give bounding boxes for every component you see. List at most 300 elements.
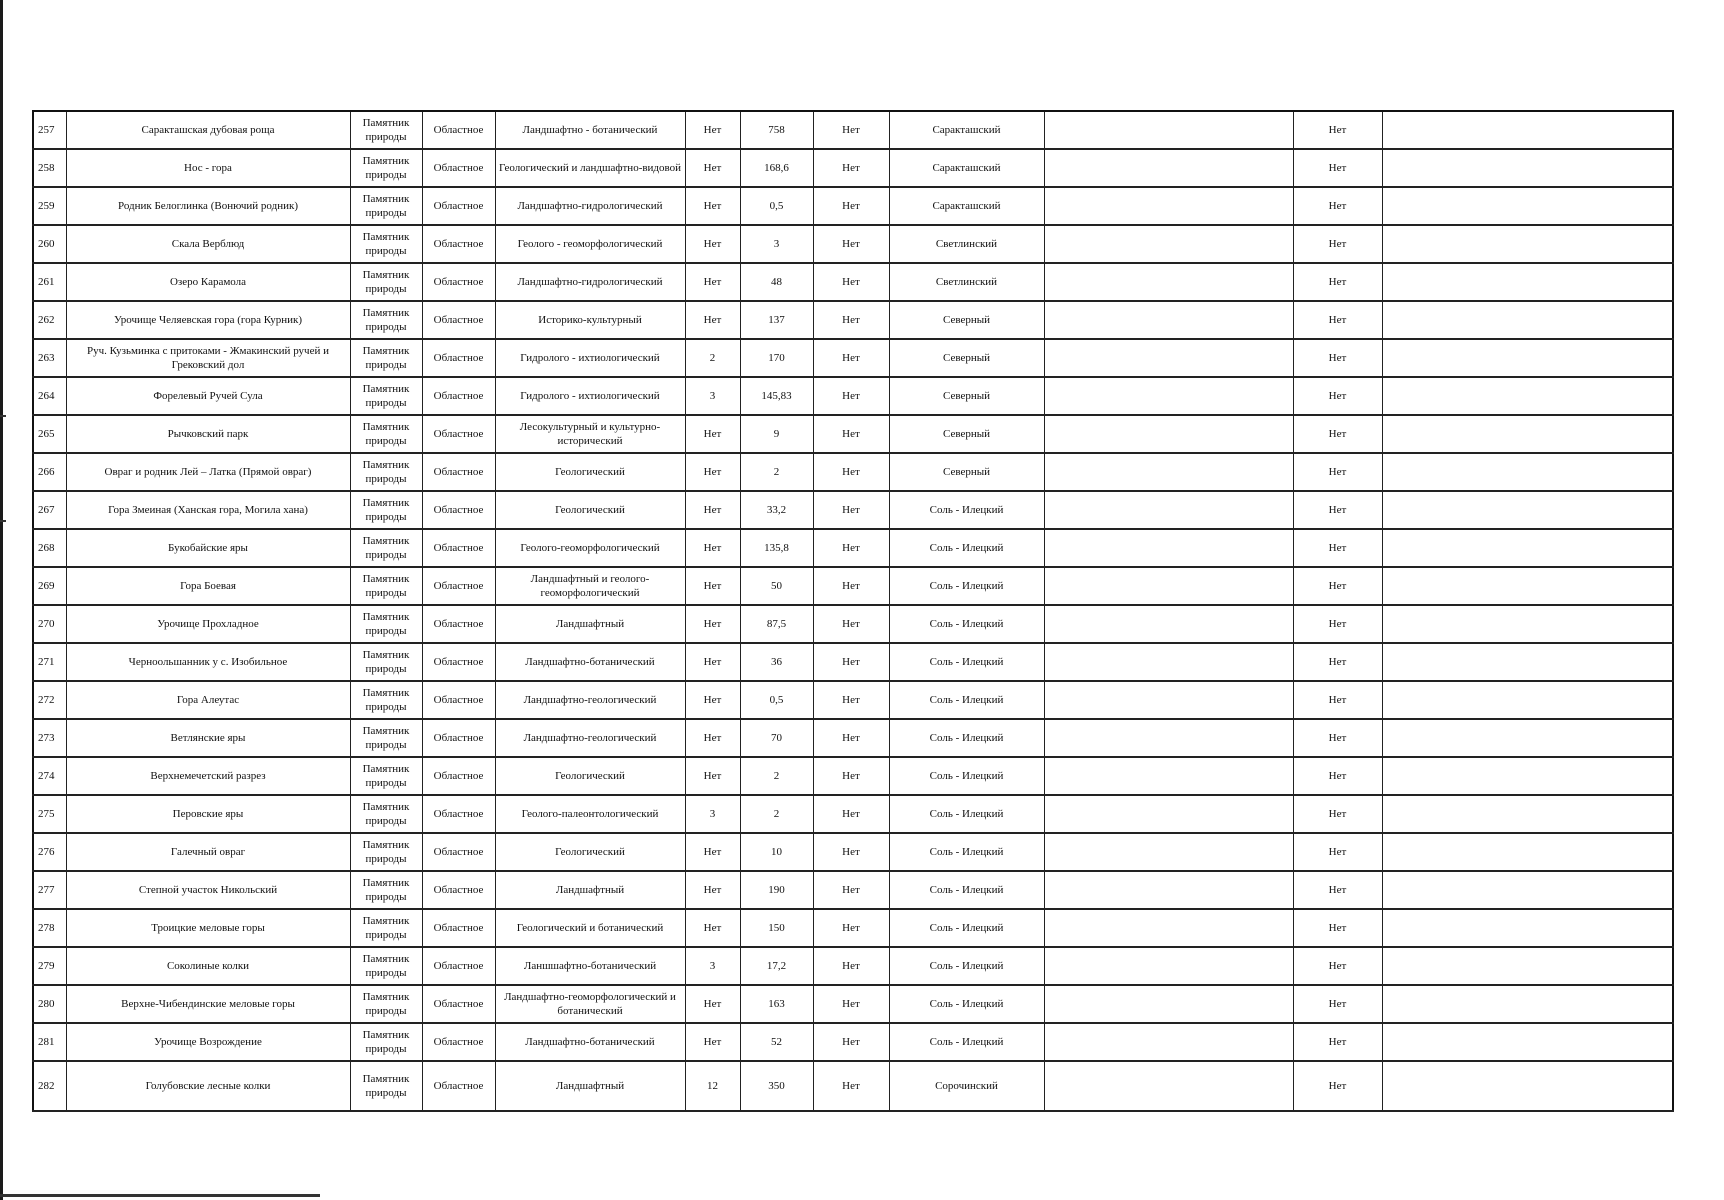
object-name: Букобайские яры [66,529,350,567]
table-row [33,377,1673,415]
empty-cell [1382,947,1673,985]
col-c-cell: Нет [1293,719,1382,757]
col-b-cell: Нет [813,681,889,719]
col-c-cell: Нет [1293,567,1382,605]
district-cell: Сорочинский [889,1061,1044,1111]
empty-cell [1382,871,1673,909]
col-a-cell: Нет [685,985,740,1023]
profile-cell: Геолого - геоморфологический [495,225,685,263]
empty-cell [1382,605,1673,643]
empty-cell [1382,491,1673,529]
table-row [33,491,1673,529]
col-b-cell: Нет [813,1061,889,1111]
col-c-cell: Нет [1293,377,1382,415]
table-row [33,453,1673,491]
col-a-cell: Нет [685,111,740,149]
table-row [33,301,1673,339]
object-name: Урочище Прохладное [66,605,350,643]
district-cell: Соль - Илецкий [889,567,1044,605]
area-cell: 758 [740,111,813,149]
area-cell: 2 [740,757,813,795]
profile-cell: Гидролого - ихтиологический [495,339,685,377]
category-cell: Памятник природы [350,149,422,187]
col-a-cell: Нет [685,681,740,719]
row-number: 266 [33,453,66,491]
area-cell: 137 [740,301,813,339]
col-a-cell: 3 [685,377,740,415]
col-b-cell: Нет [813,605,889,643]
district-cell: Северный [889,377,1044,415]
col-b-cell: Нет [813,567,889,605]
district-cell: Соль - Илецкий [889,491,1044,529]
row-number: 259 [33,187,66,225]
object-name: Овраг и родник Лей – Латка (Прямой овраг) [66,453,350,491]
profile-cell: Ландшафтно-геологический [495,681,685,719]
profile-cell: Гидролого - ихтиологический [495,377,685,415]
row-number: 260 [33,225,66,263]
category-cell: Памятник природы [350,1061,422,1111]
area-cell: 2 [740,795,813,833]
row-number: 274 [33,757,66,795]
col-c-cell: Нет [1293,1061,1382,1111]
table-row [33,339,1673,377]
level-cell: Областное [422,605,495,643]
district-cell: Соль - Илецкий [889,985,1044,1023]
area-cell: 3 [740,225,813,263]
row-number: 282 [33,1061,66,1111]
level-cell: Областное [422,377,495,415]
table-row [33,225,1673,263]
col-c-cell: Нет [1293,643,1382,681]
profile-cell: Геологический и ландшафтно-видовой [495,149,685,187]
profile-cell: Ландшафтно-геоморфологический и ботанический [495,985,685,1023]
col-b-cell: Нет [813,187,889,225]
col-b-cell: Нет [813,529,889,567]
empty-cell [1044,757,1293,795]
empty-cell [1044,187,1293,225]
col-c-cell: Нет [1293,111,1382,149]
table-row [33,111,1673,149]
object-name: Троицкие меловые горы [66,909,350,947]
col-a-cell: Нет [685,529,740,567]
col-a-cell: Нет [685,149,740,187]
area-cell: 135,8 [740,529,813,567]
district-cell: Соль - Илецкий [889,795,1044,833]
col-c-cell: Нет [1293,605,1382,643]
category-cell: Памятник природы [350,605,422,643]
profile-cell: Историко-культурный [495,301,685,339]
area-cell: 87,5 [740,605,813,643]
level-cell: Областное [422,871,495,909]
profile-cell: Лесокультурный и культурно-исторический [495,415,685,453]
table-row [33,719,1673,757]
profile-cell: Ландшафтный [495,605,685,643]
category-cell: Памятник природы [350,453,422,491]
district-cell: Светлинский [889,225,1044,263]
empty-cell [1044,643,1293,681]
category-cell: Памятник природы [350,339,422,377]
row-number: 263 [33,339,66,377]
col-a-cell: Нет [685,719,740,757]
row-number: 281 [33,1023,66,1061]
row-number: 271 [33,643,66,681]
col-a-cell: Нет [685,757,740,795]
col-c-cell: Нет [1293,757,1382,795]
object-name: Степной участок Никольский [66,871,350,909]
category-cell: Памятник природы [350,111,422,149]
scan-tick [0,520,6,522]
object-name: Родник Белоглинка (Вонючий родник) [66,187,350,225]
category-cell: Памятник природы [350,833,422,871]
col-b-cell: Нет [813,377,889,415]
empty-cell [1382,149,1673,187]
profile-cell: Ландшафтно-гидрологический [495,187,685,225]
row-number: 278 [33,909,66,947]
level-cell: Областное [422,187,495,225]
empty-cell [1382,111,1673,149]
area-cell: 350 [740,1061,813,1111]
object-name: Скала Верблюд [66,225,350,263]
level-cell: Областное [422,643,495,681]
area-cell: 190 [740,871,813,909]
col-b-cell: Нет [813,871,889,909]
table-row [33,415,1673,453]
col-a-cell: Нет [685,263,740,301]
col-c-cell: Нет [1293,529,1382,567]
empty-cell [1044,377,1293,415]
category-cell: Памятник природы [350,947,422,985]
row-number: 270 [33,605,66,643]
col-b-cell: Нет [813,415,889,453]
col-a-cell: Нет [685,491,740,529]
row-number: 268 [33,529,66,567]
col-a-cell: Нет [685,225,740,263]
category-cell: Памятник природы [350,681,422,719]
object-name: Гора Змеиная (Ханская гора, Могила хана) [66,491,350,529]
col-b-cell: Нет [813,301,889,339]
level-cell: Областное [422,1023,495,1061]
col-b-cell: Нет [813,453,889,491]
empty-cell [1382,681,1673,719]
level-cell: Областное [422,111,495,149]
empty-cell [1044,947,1293,985]
empty-cell [1382,263,1673,301]
area-cell: 70 [740,719,813,757]
empty-cell [1382,909,1673,947]
level-cell: Областное [422,719,495,757]
level-cell: Областное [422,225,495,263]
empty-cell [1044,719,1293,757]
district-cell: Светлинский [889,263,1044,301]
col-b-cell: Нет [813,909,889,947]
object-name: Голубовские лесные колки [66,1061,350,1111]
col-a-cell: 3 [685,795,740,833]
empty-cell [1044,491,1293,529]
area-cell: 163 [740,985,813,1023]
profile-cell: Ландшафтный [495,1061,685,1111]
area-cell: 168,6 [740,149,813,187]
area-cell: 10 [740,833,813,871]
object-name: Руч. Кузьминка с притоками - Жмакинский ручей и Грековский дол [66,339,350,377]
empty-cell [1044,1023,1293,1061]
category-cell: Памятник природы [350,719,422,757]
row-number: 280 [33,985,66,1023]
profile-cell: Геологический и ботанический [495,909,685,947]
category-cell: Памятник природы [350,643,422,681]
col-c-cell: Нет [1293,795,1382,833]
col-b-cell: Нет [813,225,889,263]
empty-cell [1382,377,1673,415]
empty-cell [1044,453,1293,491]
col-a-cell: Нет [685,567,740,605]
level-cell: Областное [422,301,495,339]
profile-cell: Геологический [495,453,685,491]
col-a-cell: Нет [685,643,740,681]
empty-cell [1044,225,1293,263]
scan-edge-left [0,0,3,1200]
col-b-cell: Нет [813,833,889,871]
col-a-cell: 2 [685,339,740,377]
empty-cell [1044,985,1293,1023]
area-cell: 170 [740,339,813,377]
row-number: 262 [33,301,66,339]
empty-cell [1382,225,1673,263]
empty-cell [1382,453,1673,491]
scan-tick [0,415,6,417]
profile-cell: Геолого-геоморфологический [495,529,685,567]
district-cell: Соль - Илецкий [889,719,1044,757]
district-cell: Северный [889,415,1044,453]
table-row [33,1023,1673,1061]
col-b-cell: Нет [813,111,889,149]
col-a-cell: Нет [685,301,740,339]
profile-cell: Геологический [495,757,685,795]
district-cell: Саракташский [889,111,1044,149]
category-cell: Памятник природы [350,377,422,415]
area-cell: 33,2 [740,491,813,529]
empty-cell [1382,529,1673,567]
area-cell: 0,5 [740,187,813,225]
area-cell: 9 [740,415,813,453]
table-row [33,263,1673,301]
category-cell: Памятник природы [350,301,422,339]
object-name: Урочище Челяевская гора (гора Курник) [66,301,350,339]
table-row [33,681,1673,719]
profile-cell: Ландшафтный и геолого-геоморфологический [495,567,685,605]
table-row [33,149,1673,187]
district-cell: Соль - Илецкий [889,871,1044,909]
district-cell: Северный [889,301,1044,339]
area-cell: 145,83 [740,377,813,415]
col-b-cell: Нет [813,719,889,757]
empty-cell [1044,605,1293,643]
col-c-cell: Нет [1293,871,1382,909]
table-row [33,643,1673,681]
district-cell: Соль - Илецкий [889,1023,1044,1061]
profile-cell: Ландшафтный [495,871,685,909]
district-cell: Соль - Илецкий [889,643,1044,681]
col-c-cell: Нет [1293,947,1382,985]
empty-cell [1044,567,1293,605]
row-number: 272 [33,681,66,719]
col-a-cell: Нет [685,1023,740,1061]
empty-cell [1044,833,1293,871]
object-name: Рычковский парк [66,415,350,453]
empty-cell [1382,1061,1673,1111]
object-name: Гора Алеутас [66,681,350,719]
col-a-cell: Нет [685,415,740,453]
empty-cell [1382,985,1673,1023]
district-cell: Соль - Илецкий [889,757,1044,795]
col-b-cell: Нет [813,795,889,833]
table-row [33,833,1673,871]
object-name: Верхне-Чибендинские меловые горы [66,985,350,1023]
object-name: Галечный овраг [66,833,350,871]
category-cell: Памятник природы [350,415,422,453]
level-cell: Областное [422,947,495,985]
scan-edge-bottom [0,1194,320,1197]
object-name: Черноольшанник у с. Изобильное [66,643,350,681]
col-b-cell: Нет [813,263,889,301]
table-row [33,909,1673,947]
col-c-cell: Нет [1293,909,1382,947]
area-cell: 36 [740,643,813,681]
col-c-cell: Нет [1293,339,1382,377]
level-cell: Областное [422,1061,495,1111]
level-cell: Областное [422,833,495,871]
category-cell: Памятник природы [350,757,422,795]
level-cell: Областное [422,909,495,947]
profile-cell: Ландшафтно-геологический [495,719,685,757]
district-cell: Соль - Илецкий [889,605,1044,643]
level-cell: Областное [422,567,495,605]
category-cell: Памятник природы [350,795,422,833]
object-name: Гора Боевая [66,567,350,605]
district-cell: Саракташский [889,149,1044,187]
col-b-cell: Нет [813,643,889,681]
row-number: 269 [33,567,66,605]
profile-cell: Геологический [495,491,685,529]
row-number: 273 [33,719,66,757]
empty-cell [1044,415,1293,453]
row-number: 276 [33,833,66,871]
profile-cell: Ландшафтно-ботанический [495,643,685,681]
empty-cell [1382,187,1673,225]
level-cell: Областное [422,757,495,795]
row-number: 258 [33,149,66,187]
col-c-cell: Нет [1293,225,1382,263]
district-cell: Соль - Илецкий [889,833,1044,871]
table-row [33,605,1673,643]
col-b-cell: Нет [813,149,889,187]
object-name: Перовские яры [66,795,350,833]
profile-cell: Геолого-палеонтологический [495,795,685,833]
empty-cell [1044,529,1293,567]
level-cell: Областное [422,415,495,453]
district-cell: Северный [889,339,1044,377]
col-c-cell: Нет [1293,453,1382,491]
area-cell: 150 [740,909,813,947]
empty-cell [1382,795,1673,833]
object-name: Саракташская дубовая роща [66,111,350,149]
empty-cell [1044,681,1293,719]
profile-cell: Ландшафтно-гидрологический [495,263,685,301]
table-row [33,1061,1673,1111]
object-name: Соколиные колки [66,947,350,985]
table-row [33,567,1673,605]
level-cell: Областное [422,985,495,1023]
empty-cell [1382,643,1673,681]
col-a-cell: Нет [685,187,740,225]
area-cell: 50 [740,567,813,605]
level-cell: Областное [422,681,495,719]
category-cell: Памятник природы [350,491,422,529]
empty-cell [1382,567,1673,605]
col-c-cell: Нет [1293,1023,1382,1061]
row-number: 277 [33,871,66,909]
row-number: 264 [33,377,66,415]
level-cell: Областное [422,795,495,833]
empty-cell [1044,909,1293,947]
col-c-cell: Нет [1293,985,1382,1023]
empty-cell [1044,795,1293,833]
district-cell: Северный [889,453,1044,491]
col-a-cell: 12 [685,1061,740,1111]
empty-cell [1382,719,1673,757]
col-c-cell: Нет [1293,681,1382,719]
col-b-cell: Нет [813,1023,889,1061]
col-a-cell: Нет [685,909,740,947]
category-cell: Памятник природы [350,567,422,605]
district-cell: Соль - Илецкий [889,529,1044,567]
table-row [33,757,1673,795]
category-cell: Памятник природы [350,187,422,225]
empty-cell [1044,1061,1293,1111]
col-a-cell: Нет [685,453,740,491]
category-cell: Памятник природы [350,909,422,947]
category-cell: Памятник природы [350,529,422,567]
district-cell: Соль - Илецкий [889,681,1044,719]
category-cell: Памятник природы [350,985,422,1023]
level-cell: Областное [422,263,495,301]
table-row [33,985,1673,1023]
col-b-cell: Нет [813,947,889,985]
empty-cell [1044,871,1293,909]
level-cell: Областное [422,149,495,187]
object-name: Нос - гора [66,149,350,187]
profile-cell: Ландшафтно - ботанический [495,111,685,149]
profile-cell: Геологический [495,833,685,871]
area-cell: 52 [740,1023,813,1061]
district-cell: Соль - Илецкий [889,909,1044,947]
empty-cell [1044,111,1293,149]
nature-monuments-table [32,110,1674,1112]
col-c-cell: Нет [1293,263,1382,301]
empty-cell [1382,833,1673,871]
empty-cell [1382,757,1673,795]
col-a-cell: 3 [685,947,740,985]
col-c-cell: Нет [1293,149,1382,187]
empty-cell [1382,339,1673,377]
col-b-cell: Нет [813,985,889,1023]
col-b-cell: Нет [813,339,889,377]
empty-cell [1382,415,1673,453]
area-cell: 48 [740,263,813,301]
col-a-cell: Нет [685,833,740,871]
empty-cell [1044,149,1293,187]
empty-cell [1044,301,1293,339]
level-cell: Областное [422,491,495,529]
